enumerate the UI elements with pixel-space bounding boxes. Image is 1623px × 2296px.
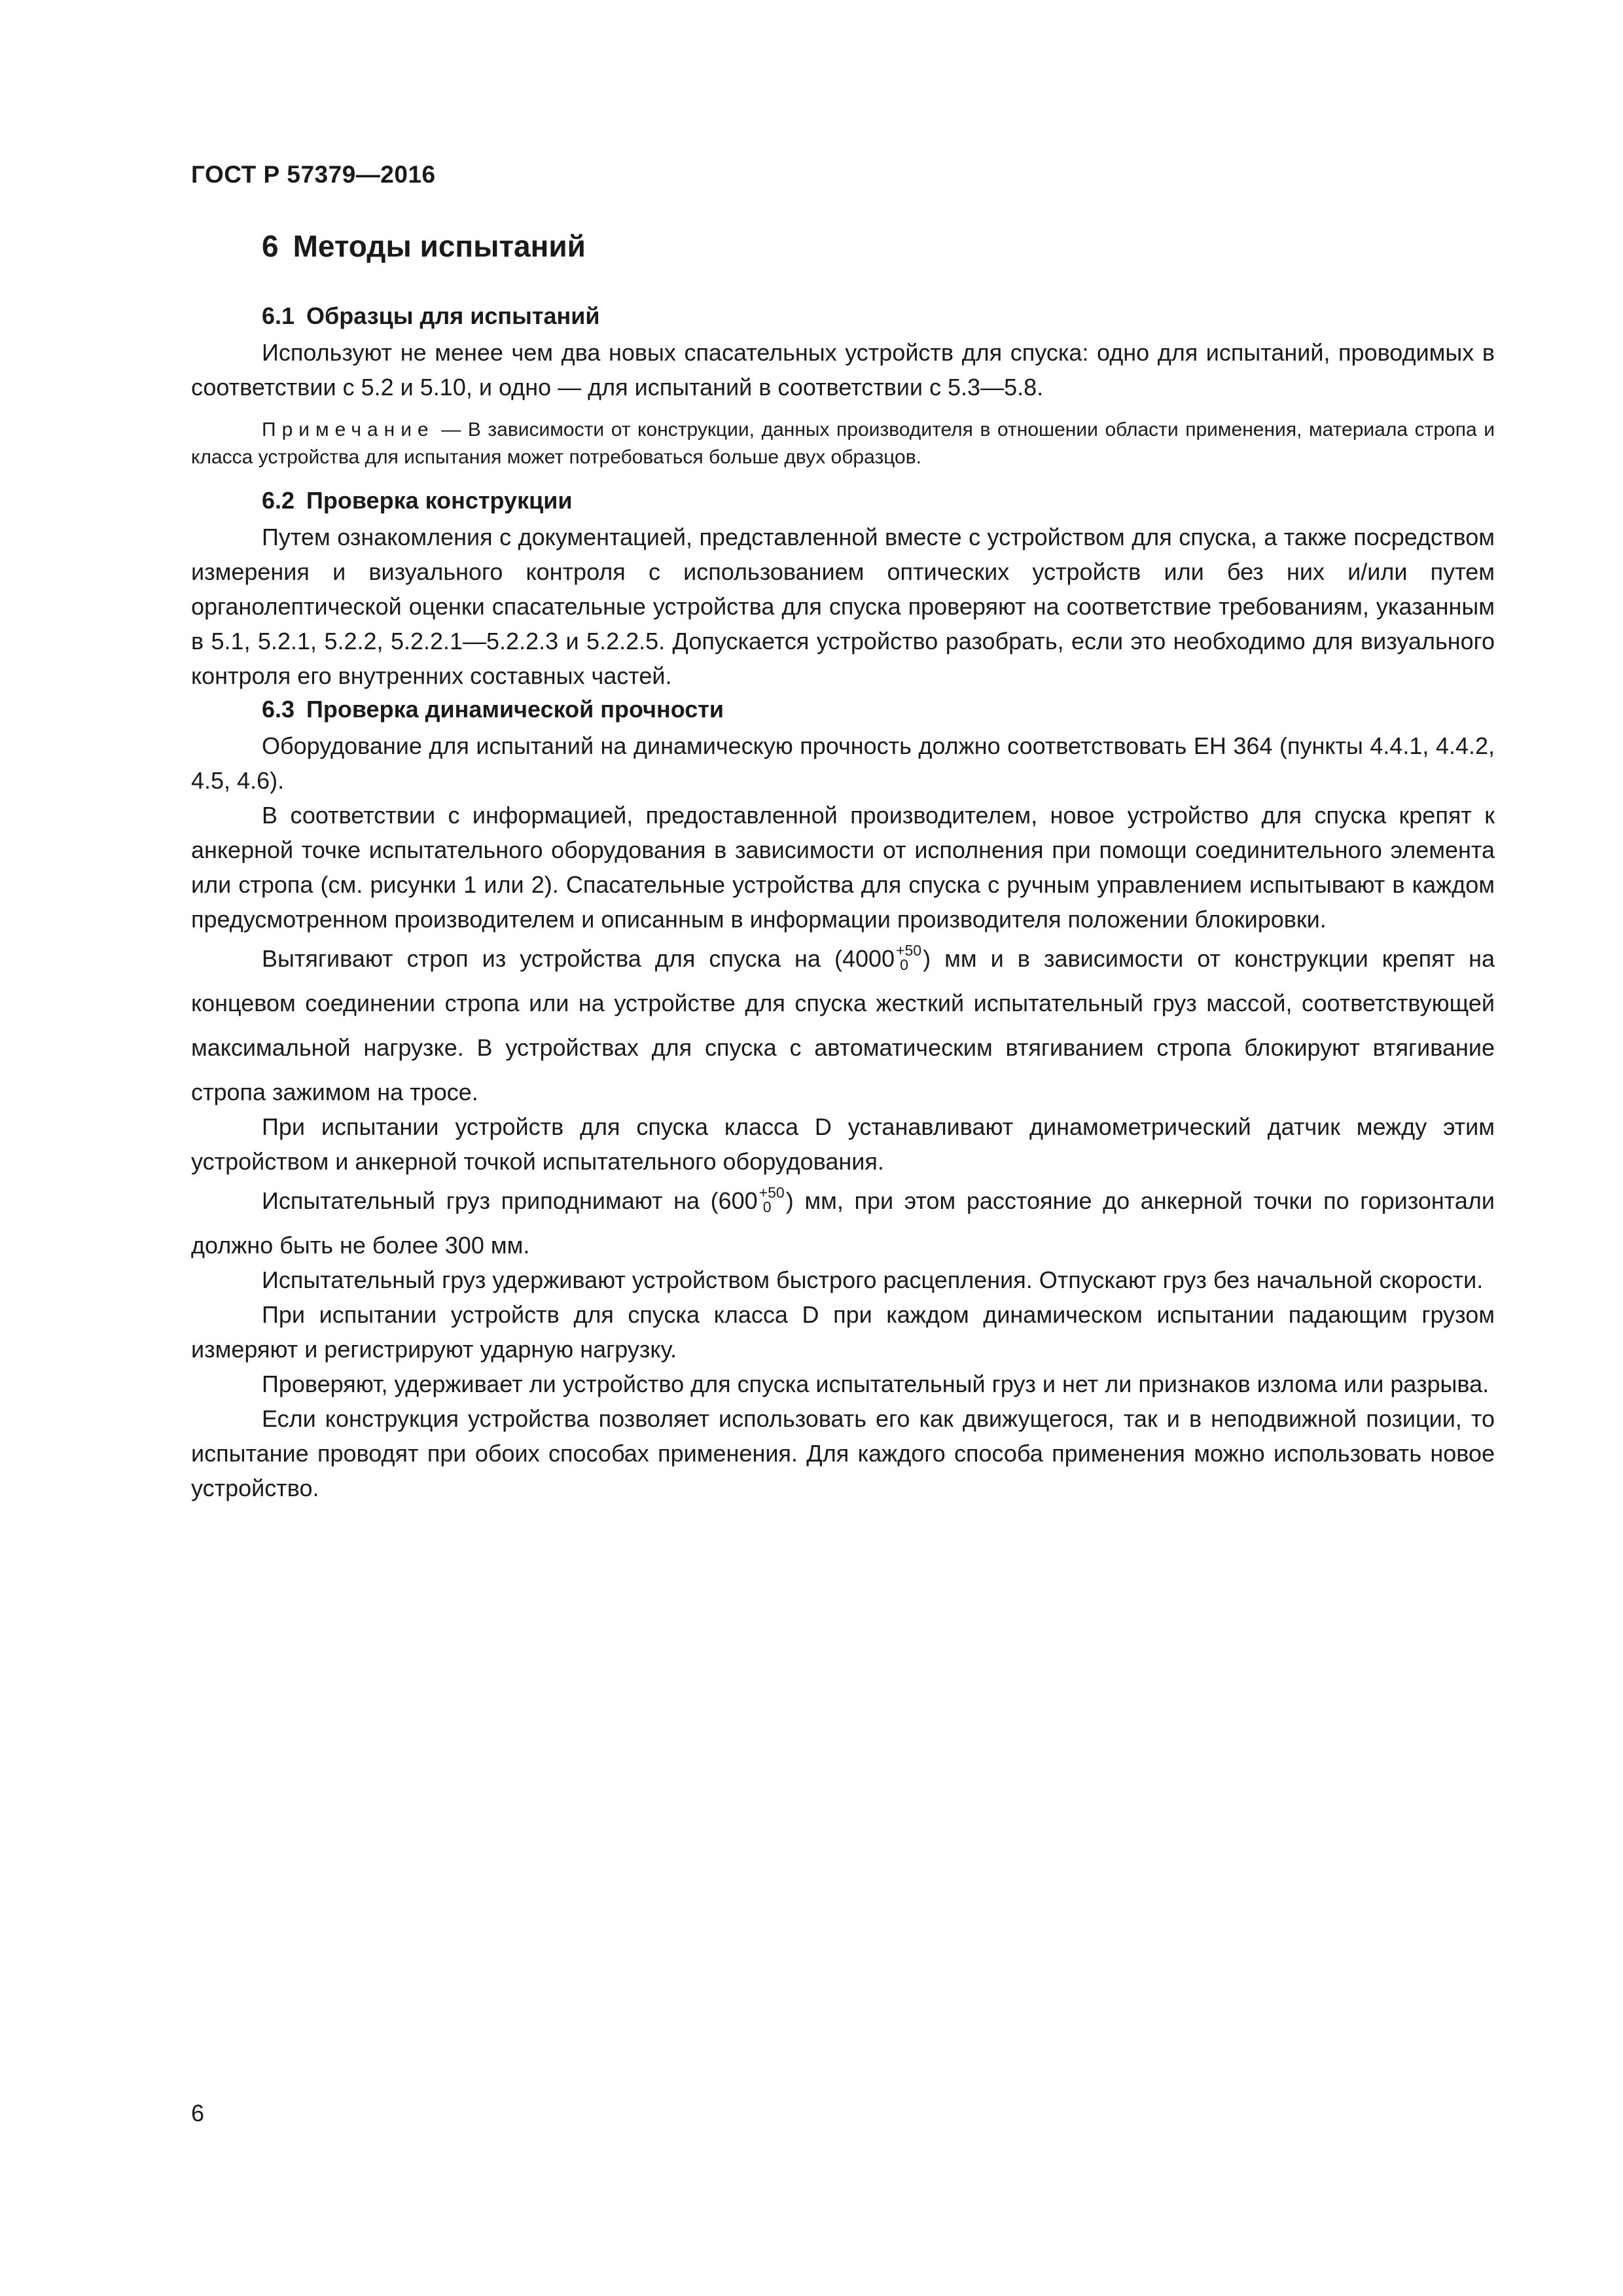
section-number: 6 <box>262 229 279 263</box>
paragraph: В соответствии с информацией, предоставленной производителем, новое устройство для спуска крепят к анкерной точке испытательного оборудования в зависимости от исполнения при помощи соединительного элемента или стропа (см. рисунки 1 или 2). Спасательные устройства для спуска с ручным управлением испытывают в каждом предусмотренном производителем и описанным в информации производителя положении блокировки. <box>191 802 1495 933</box>
paragraph: Проверяют, удерживает ли устройство для спуска испытательный груз и нет ли признаков излома или разрыва. <box>262 1371 1489 1397</box>
tolerance-lower: 0 <box>762 1198 772 1216</box>
paragraph: Используют не менее чем два новых спасательных устройств для спуска: одно для испытаний, проводимых в соответствии с 5.2 и 5.10, и одно — для испытаний в соответствии с 5.3—5.8. <box>191 339 1495 401</box>
paragraph: При испытании устройств для спуска класса D устанавливают динамометрический датчик между этим устройством и анкерной точкой испытательного оборудования. <box>191 1113 1495 1175</box>
page-content <box>191 228 1495 1505</box>
note-text: — В зависимости от конструкции, данных производителя в отношении области применения, материала стропа и класса устройства для испытания может потребоваться больше двух образцов. <box>191 419 1495 468</box>
text-segment: ) мм, при этом расстояние до анкерной точки по горизонтали должно быть не более 300 мм. <box>191 1187 1495 1259</box>
paragraph: Испытательный груз удерживают устройством быстрого расцепления. Отпускают груз без начальной скорости. <box>262 1266 1484 1293</box>
paragraph: Путем ознакомления с документацией, представленной вместе с устройством для спуска, а также посредством измерения и визуального контроля с использованием оптических устройств или без них и/или путем органолептической оценки спасательные устройства для спуска проверяют на соответствие требованиям, указанным в 5.1, 5.2.1, 5.2.2, 5.2.2.1—5.2.2.3 и 5.2.2.5. Допускается устройство разобрать, если это необходимо для визуального контроля его внутренних составных частей. <box>191 524 1495 689</box>
paragraph: Оборудование для испытаний на динамическую прочность должно соответствовать ЕН 364 (пункты 4.4.1, 4.4.2, 4.5, 4.6). <box>191 732 1495 794</box>
subsection-heading-6-1 <box>262 300 1495 332</box>
tolerance <box>896 943 921 972</box>
subsection-number: 6.2 <box>262 487 295 514</box>
note-label: Примечание <box>262 419 435 440</box>
section-title: Методы испытаний <box>293 229 586 263</box>
paragraph-with-tolerance <box>191 937 1495 1115</box>
tolerance <box>759 1185 785 1214</box>
subsection-title: Проверка конструкции <box>306 487 573 514</box>
text-segment: Вытягивают строп из устройства для спуска на (4000 <box>262 945 895 972</box>
tolerance-upper: +50 <box>758 1184 785 1202</box>
tolerance-upper: +50 <box>896 942 922 960</box>
section-heading <box>262 228 1495 264</box>
note <box>191 416 1495 471</box>
text-segment: Испытательный груз приподнимают на (600 <box>262 1187 758 1214</box>
paragraph: Если конструкция устройства позволяет использовать его как движущегося, так и в неподвижной позиции, то испытание проводят при обоих способах применения. Для каждого способа применения можно использовать новое устройство. <box>191 1405 1495 1501</box>
subsection-number: 6.3 <box>262 696 295 723</box>
document-code: ГОСТ Р 57379—2016 <box>191 161 436 188</box>
subsection-heading-6-2 <box>262 484 1495 517</box>
page-number: 6 <box>191 2100 205 2126</box>
tolerance-lower: 0 <box>900 956 908 974</box>
text-segment: ) мм и в зависимости от конструкции крепят на концевом соединении стропа или на устройстве для спуска жесткий испытательный груз массой, соответствующей максимальной нагрузке. В устройствах для спуска с автоматическим втягиванием стропа блокируют втягивание стропа зажимом на тросе. <box>191 945 1495 1105</box>
paragraph-with-tolerance <box>191 1179 1495 1268</box>
subsection-heading-6-3 <box>262 693 1495 726</box>
subsection-number: 6.1 <box>262 302 295 329</box>
subsection-title: Проверка динамической прочности <box>306 696 724 723</box>
subsection-title: Образцы для испытаний <box>306 302 600 329</box>
paragraph: При испытании устройств для спуска класса D при каждом динамическом испытании падающим грузом измеряют и регистрируют ударную нагрузку. <box>191 1301 1495 1363</box>
